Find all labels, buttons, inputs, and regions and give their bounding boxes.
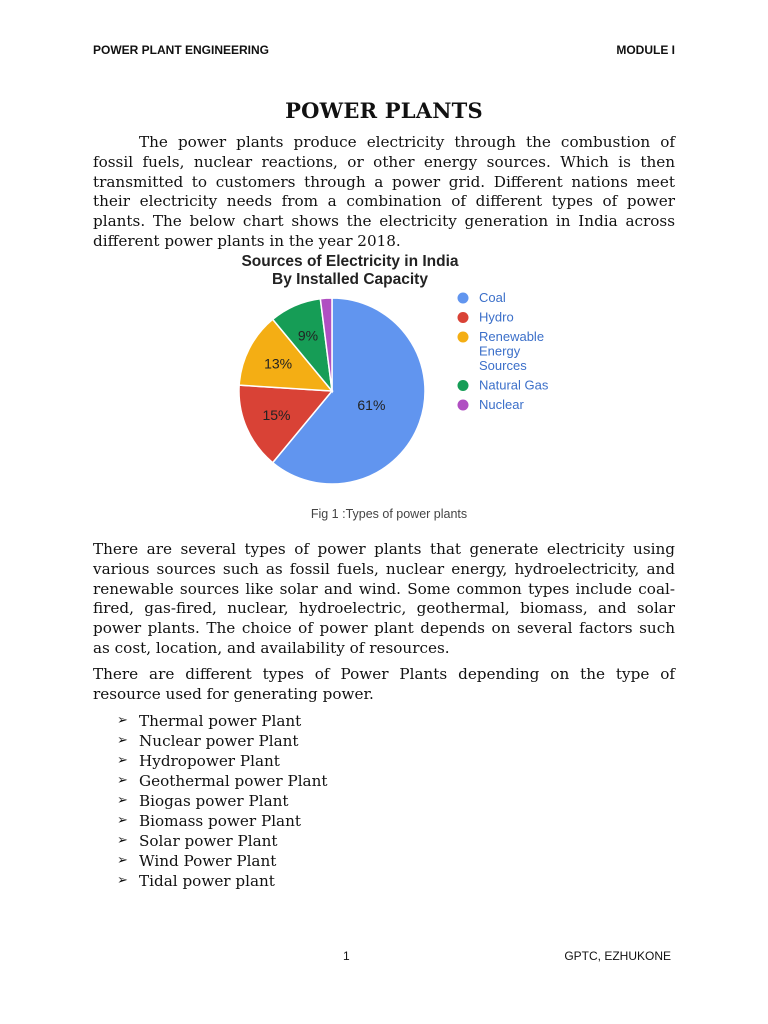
slice-label: 61%	[357, 397, 386, 414]
arrow-bullet-icon: ➢	[117, 733, 128, 748]
arrow-bullet-icon: ➢	[117, 833, 128, 848]
legend-item	[458, 290, 506, 305]
list-item	[117, 731, 328, 751]
legend-label: Nuclear	[479, 397, 524, 412]
list-item-text: Hydropower Plant	[139, 752, 280, 770]
list-item	[117, 871, 328, 891]
legend-item	[458, 329, 545, 373]
arrow-bullet-icon: ➢	[117, 753, 128, 768]
pie-chart	[225, 248, 565, 498]
legend-marker	[458, 293, 469, 304]
list-item-text: Thermal power Plant	[139, 712, 302, 730]
legend-item	[458, 397, 525, 412]
resource-paragraph: There are different types of Power Plants depending on the type of resource used for generating power.	[93, 665, 675, 703]
legend-item	[458, 310, 514, 325]
list-item-text: Geothermal power Plant	[139, 772, 328, 790]
list-item	[117, 811, 328, 831]
legend-marker	[458, 400, 469, 411]
list-item-text: Tidal power plant	[139, 872, 275, 890]
list-item-text: Nuclear power Plant	[139, 732, 299, 750]
list-item-text: Solar power Plant	[139, 832, 278, 850]
slice-label: 9%	[297, 327, 319, 344]
legend-item	[458, 378, 549, 393]
legend-label: Hydro	[479, 309, 514, 325]
arrow-bullet-icon: ➢	[117, 713, 128, 728]
legend-label: Renewable	[479, 329, 545, 344]
page-title: POWER PLANTS	[285, 98, 483, 123]
list-item	[117, 771, 328, 791]
legend-label: Sources	[479, 358, 527, 373]
chart-legend	[458, 290, 549, 412]
power-plant-list	[117, 711, 328, 891]
list-item	[117, 751, 328, 771]
legend-marker	[458, 332, 469, 343]
list-item-text: Biomass power Plant	[139, 812, 301, 830]
arrow-bullet-icon: ➢	[117, 813, 128, 828]
legend-label: Coal	[479, 290, 506, 305]
list-item	[117, 851, 328, 871]
chart-title: Sources of Electricity in India	[241, 253, 459, 270]
types-paragraph: There are several types of power plants that generate electricity using various sources such as fossil fuels, nuclear energy, hydroelectricity, and renewable sources like solar and wind. Some common types include coal-fired, gas-fired, nuclear, hydroelectric, geothermal, biomass, and solar power plants. The choice of power plant depends on several factors such as cost, location, and availability of resources.	[93, 540, 675, 657]
figure-caption: Fig 1 :Types of power plants	[310, 507, 468, 521]
arrow-bullet-icon: ➢	[117, 873, 128, 888]
pie-chart-svg	[225, 248, 565, 498]
legend-marker	[458, 312, 469, 323]
slice-label: 13%	[264, 355, 293, 372]
slice-label: 15%	[262, 407, 291, 423]
arrow-bullet-icon: ➢	[117, 793, 128, 808]
legend-label: Natural Gas	[479, 377, 549, 393]
arrow-bullet-icon: ➢	[117, 773, 128, 788]
intro-paragraph: The power plants produce electricity through the combustion of fossil fuels, nuclear reactions, or other energy sources. Which is then transmitted to customers through a power grid. Different nations meet their electricity needs from a combination of different types of power plants. The below chart shows the electricity generation in India across different power plants in the year 2018.	[93, 133, 675, 250]
list-item-text: Wind Power Plant	[139, 852, 277, 870]
header-module: MODULE I	[616, 43, 675, 57]
page-number: 1	[343, 949, 350, 963]
list-item	[117, 711, 328, 731]
footer-institution: GPTC, EZHUKONE	[564, 949, 671, 963]
chart-subtitle: By Installed Capacity	[272, 271, 428, 288]
header-subject: POWER PLANT ENGINEERING	[93, 43, 270, 57]
arrow-bullet-icon: ➢	[117, 853, 128, 868]
pie-slices	[239, 298, 425, 484]
legend-marker	[458, 380, 469, 391]
list-item	[117, 791, 328, 811]
list-item-text: Biogas power Plant	[139, 792, 289, 810]
legend-label: Energy	[479, 343, 521, 359]
list-item	[117, 831, 328, 851]
